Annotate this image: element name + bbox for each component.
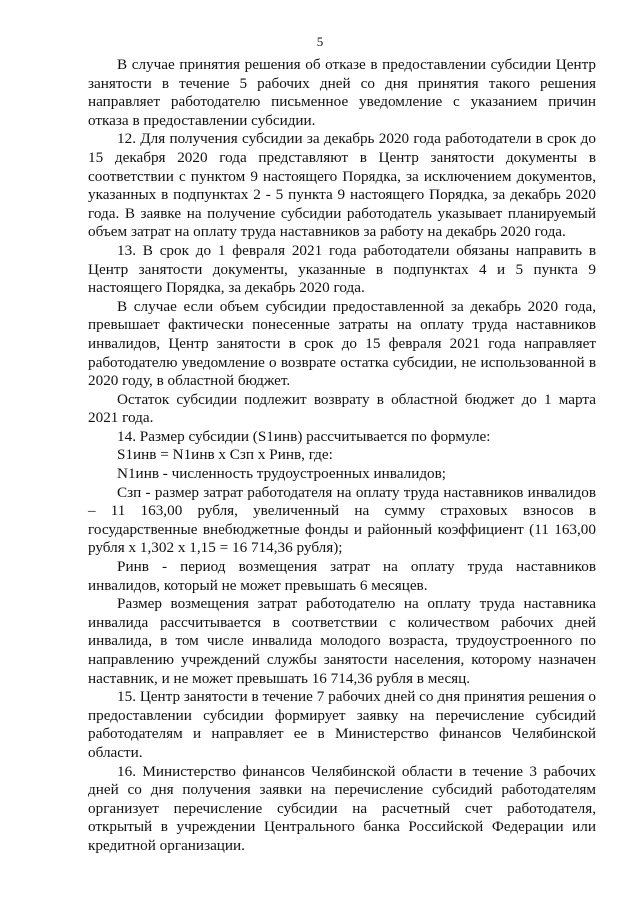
paragraph-14: 14. Размер субсидии (S1инв) рассчитывается по формуле: <box>117 427 491 445</box>
formula: S1инв = N1инв х Сзп х Ринв, где: <box>117 446 333 464</box>
paragraph-refusal-notice: В случае принятия решения об отказе в предоставлении субсидии Центр занятости в течение 5 рабочих дней со дня принятия такого решения направляет работодателю письменное уведомление с указанием причин отказа в предоставлении субсидии. <box>88 56 596 129</box>
paragraph-16: 16. Министерство финансов Челябинской области в течение 3 рабочих дней со дня получения заявки на перечисление субсидий работодателям организует перечисление субсидии на расчетный счет работодателя, открытый в учреждении Центрального банка Российской Федерации или кредитной организации. <box>88 762 596 854</box>
formula-def-szp: Сзп - размер затрат работодателя на оплату труда наставников инвалидов – 11 163,00 рубля, увеличенный на сумму страховых взносов в государственные внебюджетные фонды и районный коэффициент (11 163,00 рубля х 1,302 х 1,15 = 16 714,36 рубля); <box>88 483 596 557</box>
page-number: 5 <box>316 34 324 49</box>
paragraph-excess-subsidy: В случае если объем субсидии предоставленной за декабрь 2020 года, превышает фактически понесенные затраты на оплату труда наставников инвалидов, Центр занятости в срок до 15 февраля 2021 года направляет работодателю уведомление о возврате остатка субсидии, не использованной в 2020 году, в областной бюджет. <box>88 297 596 390</box>
document-body <box>88 56 596 856</box>
paragraph-mentor-compensation: Размер возмещения затрат работодателю на оплату труда наставника инвалида рассчитывается в соответствии с количеством рабочих дней инвалида, в том числе инвалида молодого возраста, трудоустроенного по направлению учреждений службы занятости населения, которому назначен наставник, и не может превышать 16 714,36 рубля в месяц. <box>88 595 596 687</box>
paragraph-15: 15. Центр занятости в течение 7 рабочих дней со дня принятия решения о предоставлении субсидии формирует заявку на перечисление субсидий работодателям и направляет ее в Министерство финансов Челябинской области. <box>88 688 596 761</box>
paragraph-12: 12. Для получения субсидии за декабрь 2020 года работодатели в срок до 15 декабря 2020 года представляют в Центр занятости документы в соответствии с пунктом 9 настоящего Порядка, за исключением документов, указанных в подпунктах 2 - 5 пункта 9 настоящего Порядка, за декабрь 2020 года. В заявке на получение субсидии работодатель указывает планируемый объем затрат на оплату труда наставников за работу на декабрь 2020 года. <box>88 130 596 241</box>
formula-def-rinv: Ринв - период возмещения затрат на оплату труда наставников инвалидов, который не может превышать 6 месяцев. <box>88 558 596 594</box>
paragraph-return-deadline: Остаток субсидии подлежит возврату в областной бюджет до 1 марта 2021 года. <box>88 390 596 427</box>
formula-def-n1inv: N1инв - численность трудоустроенных инвалидов; <box>117 465 447 483</box>
paragraph-13: 13. В срок до 1 февраля 2021 года работодатели обязаны направить в Центр занятости документы, указанные в подпунктах 4 и 5 пункта 9 настоящего Порядка, за декабрь 2020 года. <box>88 241 596 297</box>
